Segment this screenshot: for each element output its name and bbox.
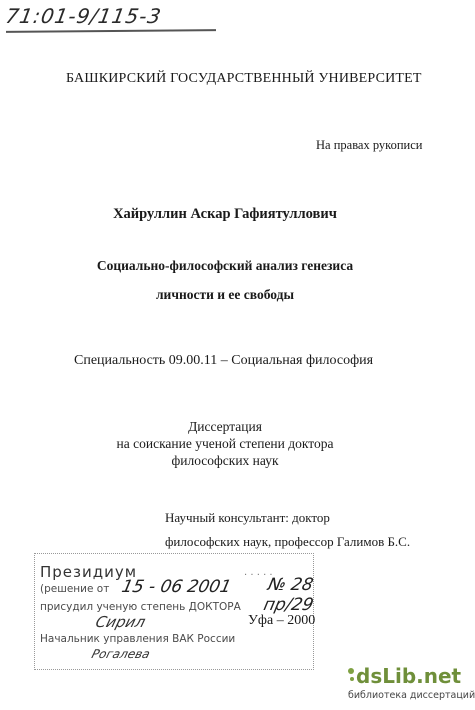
dslib-watermark-logo (348, 662, 475, 708)
stamp-header: Президиум (40, 563, 138, 581)
city-year: Уфа – 2000 (248, 613, 316, 628)
stamp-signature-2: Рогалева (90, 647, 152, 661)
university-name: БАШКИРСКИЙ ГОСУДАРСТВЕННЫЙ УНИВЕРСИТЕТ (66, 71, 422, 86)
stamp-award-line: присудил ученую степень ДОКТОРА (40, 601, 241, 613)
stamp-handwritten-date: 15 - 06 2001 (119, 577, 234, 597)
dissertation-title-line-1: Социально-философский анализ генезиса (96, 258, 354, 273)
watermark-subtitle: библиотека диссертаций (348, 690, 475, 701)
consultant-line-1: Научный консультант: доктор (165, 510, 330, 525)
stamp-signature-1: Сирил (93, 613, 148, 631)
stamp-decision-line: (решение от (40, 583, 110, 595)
field-line: философских наук (171, 453, 279, 468)
watermark-brand: dsLib.net (356, 664, 462, 688)
vak-stamp (34, 553, 314, 670)
logo-dot (348, 668, 354, 674)
dissertation-title-line-2: личности и ее свободы (155, 287, 295, 302)
stamp-faded-text: . . . . . (244, 567, 273, 578)
dissertation-degree-block (0, 418, 450, 469)
dissertation-label: Диссертация (188, 419, 262, 434)
author-name: Хайруллин Аскар Гафиятуллович (113, 206, 337, 222)
stamp-handwritten-number: № 28 пр/29 (261, 575, 316, 615)
specialty-line: Специальность 09.00.11 – Социальная философия (74, 353, 374, 368)
handwritten-reference-number: 71:01-9/115-3 (3, 4, 164, 28)
stamp-chief-line: Начальник управления ВАК России (40, 633, 236, 645)
consultant-line-2: философских наук, профессор Галимов Б.С. (165, 534, 411, 549)
reference-underline (6, 29, 216, 33)
degree-line: на соискание ученой степени доктора (116, 436, 334, 451)
manuscript-rights-note: На правах рукописи (316, 138, 423, 152)
logo-dot (350, 677, 354, 681)
